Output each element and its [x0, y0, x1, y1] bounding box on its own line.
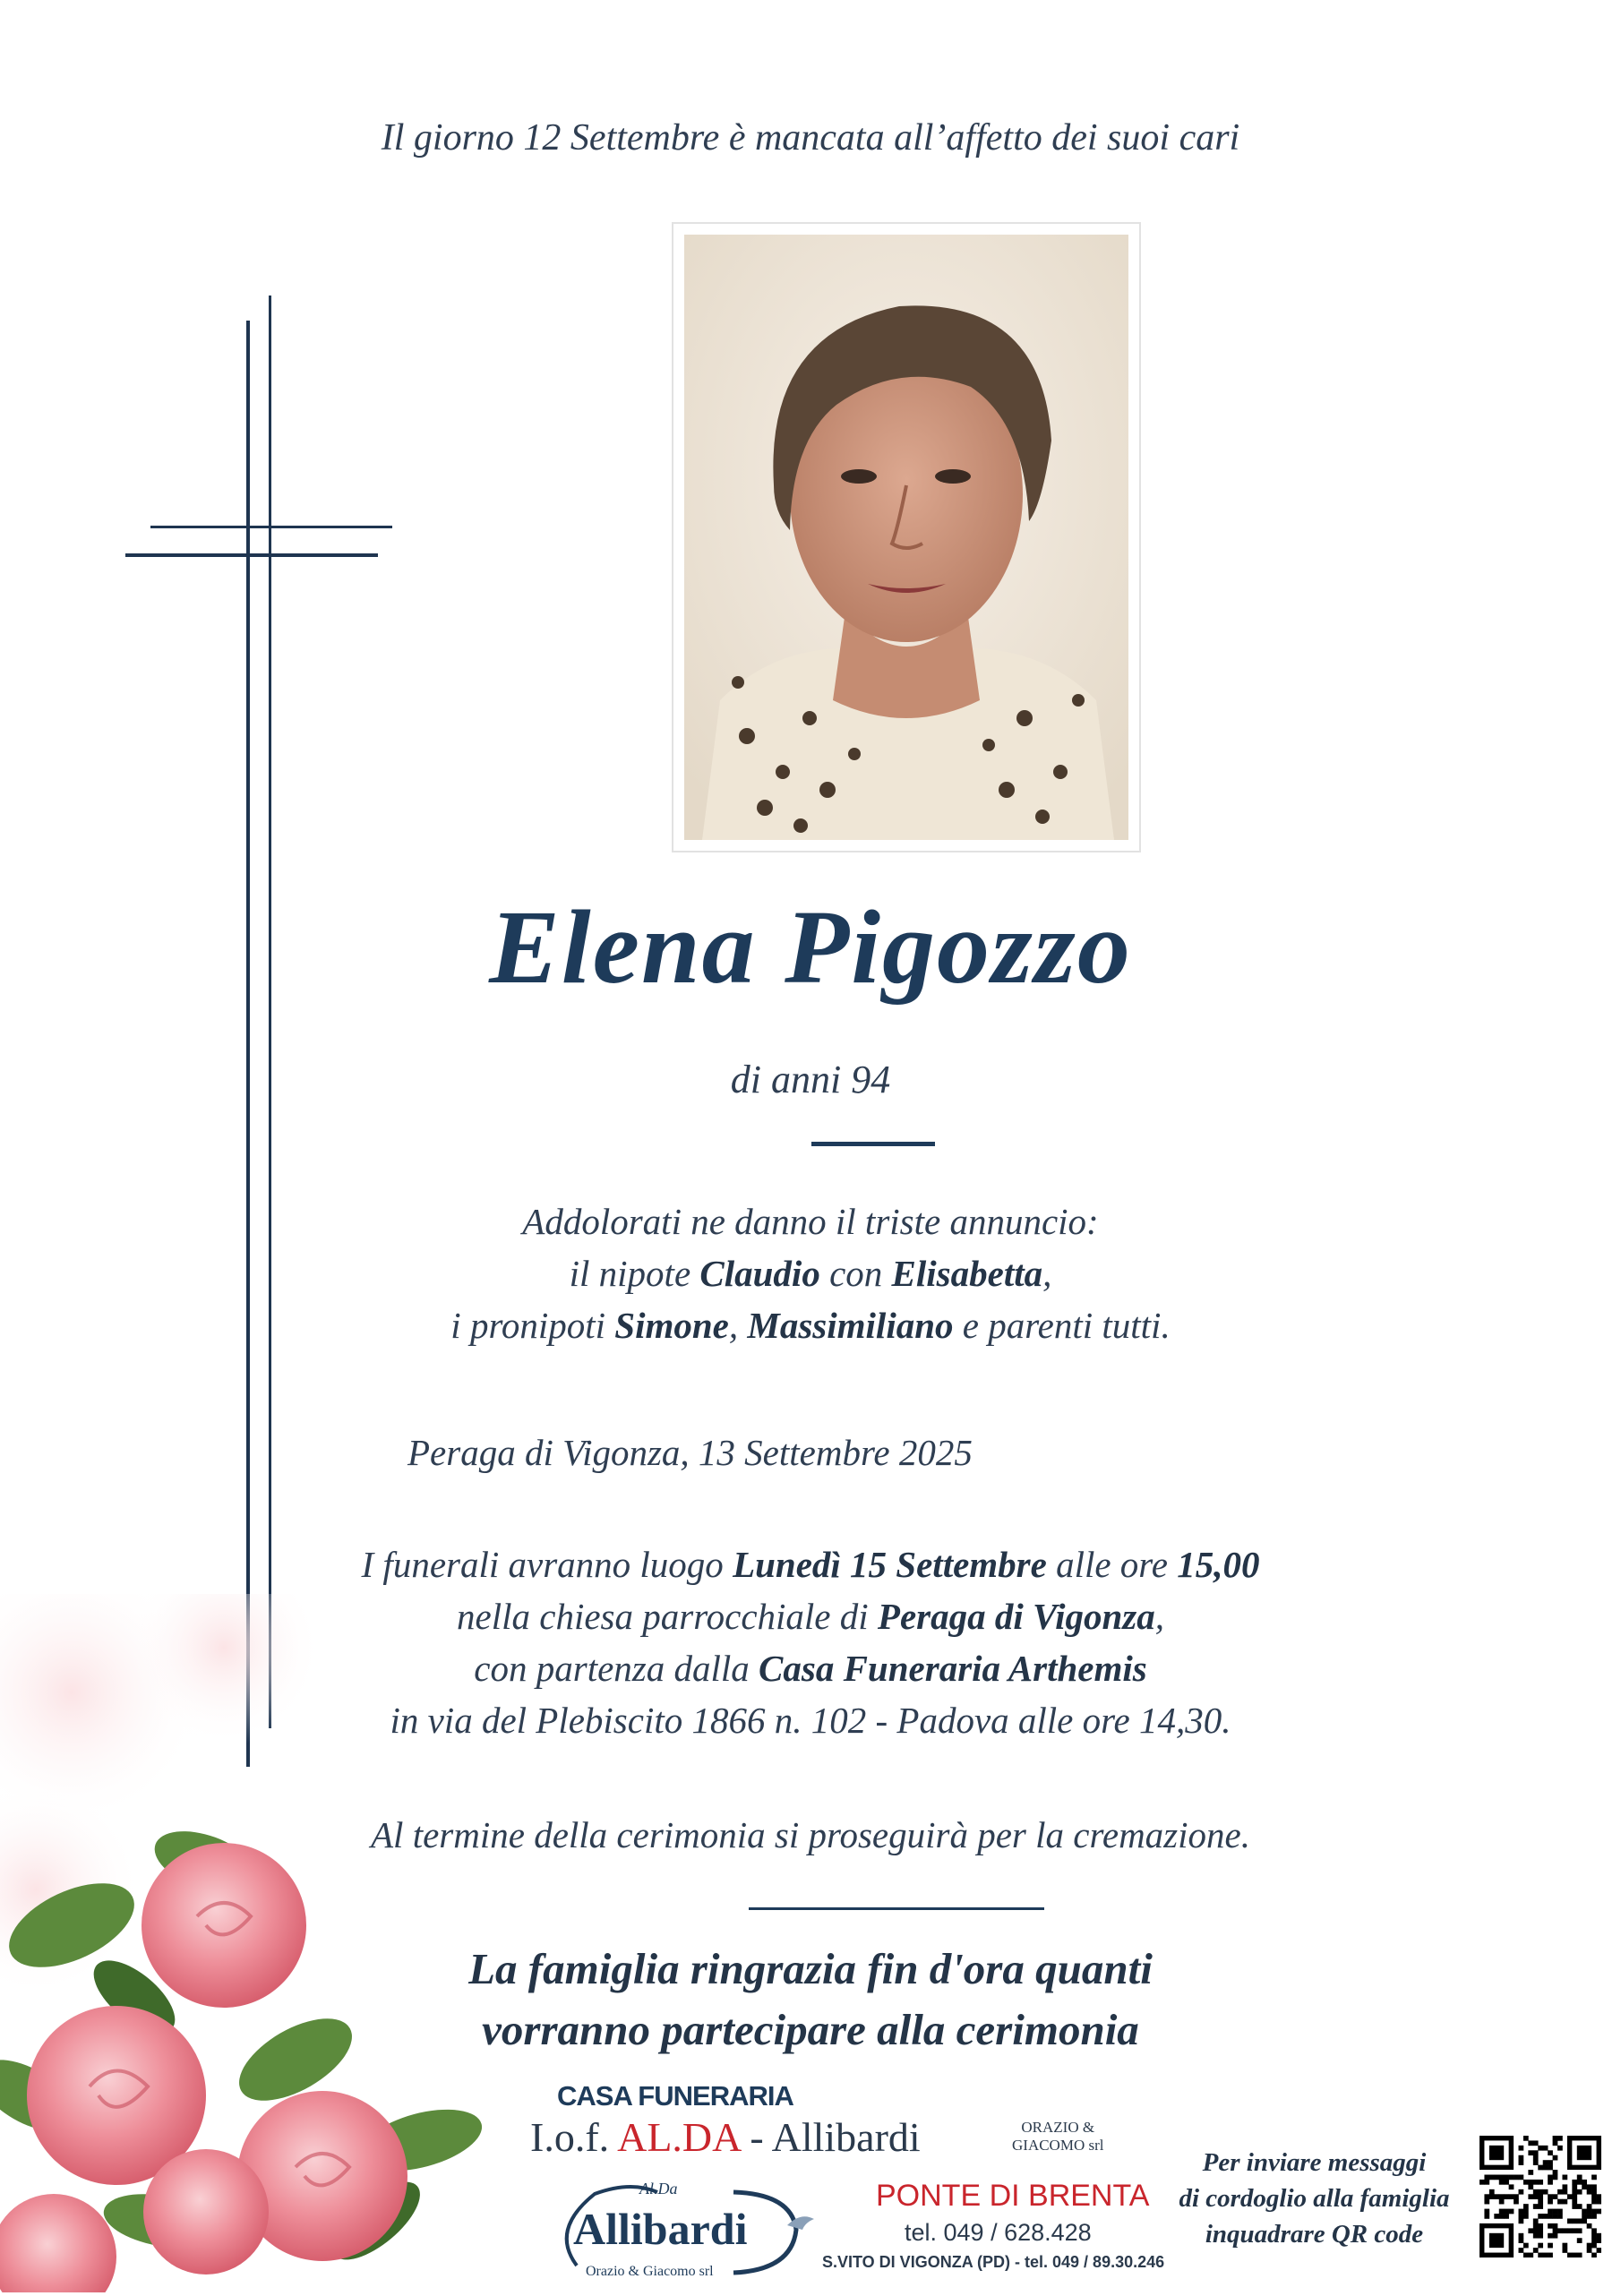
funeral-line-4: in via del Plebiscito 1866 n. 102 - Padova alle ore 14,30. — [390, 1700, 1231, 1741]
qr-code-icon[interactable] — [1479, 2136, 1601, 2257]
announcement-line-1: Addolorati ne danno il triste annuncio: — [522, 1201, 1099, 1242]
closing-line-1: La famiglia ringrazia fin d'ora quanti — [468, 1944, 1153, 1993]
announcement-line-3: i pronipoti Simone, Massimiliano e parenti tutti. — [450, 1305, 1171, 1346]
funeral-line-1: I funerali avranno luogo Lunedì 15 Settembre alle ore 15,00 — [361, 1544, 1260, 1585]
casa-funeraria-label: CASA FUNERARIA — [557, 2080, 793, 2112]
logo-sub-text: Orazio & Giacomo srl — [586, 2264, 714, 2279]
intro-text: Il giorno 12 Settembre è mancata all’affetto dei suoi cari — [381, 117, 1240, 158]
phone-secondary: S.VITO DI VIGONZA (PD) - tel. 049 / 89.30.246 — [822, 2253, 1165, 2271]
closing-line-2: vorranno partecipare alla cerimonia — [482, 2005, 1139, 2054]
logo-small-text: Al.Da — [639, 2180, 678, 2197]
divider-short — [811, 1142, 935, 1146]
deceased-age: di anni 94 — [730, 1058, 891, 1101]
funeral-home-name: I.o.f. AL.DA - Allibardi — [530, 2114, 921, 2160]
roses-decoration — [0, 1594, 502, 2292]
deceased-name: Elena Pigozzo — [489, 888, 1132, 1006]
divider-long — [749, 1907, 1044, 1910]
cremation-note: Al termine della cerimonia si proseguirà per la cremazione. — [371, 1814, 1250, 1855]
qr-instructions: Per inviare messaggi di cordoglio alla famiglia inquadrare QR code — [1179, 2148, 1450, 2249]
funeral-home-owners: ORAZIO & GIACOMO srl — [1012, 2119, 1104, 2154]
allibardi-logo — [541, 2176, 828, 2285]
logo-main-text: Allibardi — [573, 2204, 748, 2254]
branch-ponte-di-brenta: PONTE DI BRENTA — [876, 2179, 1150, 2213]
announcement — [0, 1195, 1621, 1351]
funeral-line-2: nella chiesa parrocchiale di Peraga di Vigonza, — [457, 1596, 1164, 1637]
place-date: Peraga di Vigonza, 13 Settembre 2025 — [407, 1432, 973, 1473]
funeral-line-3: con partenza dalla Casa Funeraria Arthemis — [474, 1648, 1147, 1689]
phone-primary: tel. 049 / 628.428 — [905, 2219, 1092, 2246]
portrait-frame — [672, 222, 1141, 852]
announcement-line-2: il nipote Claudio con Elisabetta, — [569, 1253, 1052, 1294]
portrait-photo — [684, 235, 1128, 840]
